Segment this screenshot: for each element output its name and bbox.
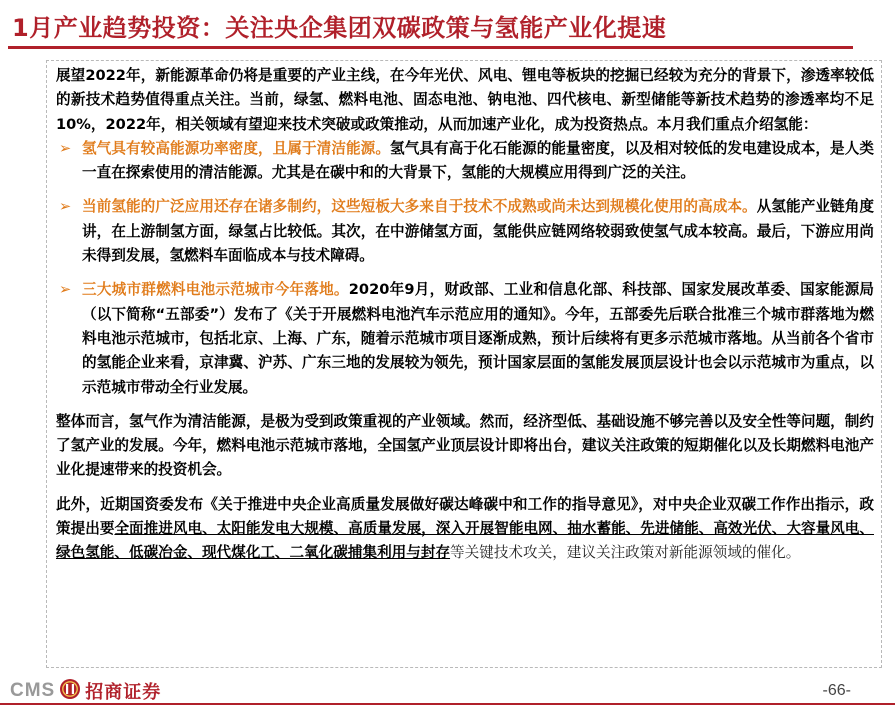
intro-paragraph: 展望2022年，新能源革命仍将是重要的产业主线，在今年光伏、风电、锂电等板块的挖掘已经较为充分的背景下，渗透率较低的新技术趋势值得重点关注。当前，绿氢、燃料电池、固态电池、钠电池、四代核电、新型储能等新技术趋势的渗透率均不足10%，2022年，相关领域有望迎来技术突破或政策推动，从而加速产业化，成为投资热点。本月我们重点介绍氢能：: [56, 67, 874, 133]
bullet-text: 氢气具有高于化石能源的能量密度，以及相对较低的发电建设成本，是人类一直在探索使用的清洁能源。尤其是在碳中和的大背景下，氢能的大规模应用得到广泛的关注。: [82, 139, 874, 182]
title-divider: [8, 46, 853, 49]
logo-cn-text: 招商证券: [85, 682, 162, 703]
bullet-highlight: 三大城市群燃料电池示范城市今年落地。: [82, 281, 349, 299]
spacer: [56, 268, 874, 278]
arrow-bullet-icon: ➢: [59, 198, 72, 216]
bullet-item: [56, 137, 874, 186]
spacer: [56, 483, 874, 493]
content-body: [56, 64, 874, 566]
logo-emblem-icon: [59, 678, 81, 704]
bullet-item: [56, 195, 874, 268]
summary-paragraph: 整体而言，氢气作为清洁能源，是极为受到政策重视的产业领域。然而，经济型低、基础设施不够完善以及安全性等问题，制约了氢产业的发展。今年，燃料电池示范城市落地，全国氢产业顶层设计即将出台，建议关注政策的短期催化以及长期燃料电池产业化提速带来的投资机会。: [56, 412, 874, 479]
bullet-text: 2020年9月，财政部、工业和信息化部、科技部、国家发展改革委、国家能源局（以下简称“五部委”）发布了《关于开展燃料电池汽车示范应用的通知》。今年，五部委先后联合批准三个城市群落地为燃料电池示范城市，包括北京、上海、广东，随着示范城市项目逐渐成熟，预计后续将有更多示范城市落地。从当前各个省市的氢能企业来看，京津冀、沪苏、广东三地的发展较为领先，预计国家层面的氢能发展顶层设计也会以示范城市为重点，以示范城市带动全行业发展。: [82, 281, 874, 396]
bullet-highlight: 当前氢能的广泛应用还存在诸多制约，这些短板大多来自于技术不成熟或尚未达到规模化使用的高成本。: [82, 198, 757, 216]
arrow-bullet-icon: ➢: [59, 139, 72, 157]
page-title: 1月产业趋势投资：关注央企集团双碳政策与氢能产业化提速: [12, 14, 667, 42]
spacer: [56, 185, 874, 195]
footer-divider: [0, 703, 895, 705]
policy-lead: 此外，近期国资委发布《关于推进中央企业高质量发展做好碳达峰碳中和工作的指导意见》，对中央企业双碳工作作出指示，政策提出要: [56, 495, 874, 538]
bullet-highlight: 氢气具有较高能源功率密度，且属于清洁能源。: [82, 139, 391, 157]
page-number: -66-: [822, 682, 851, 699]
logo-cms-text: CMS: [10, 680, 56, 701]
policy-paragraph: [56, 493, 874, 566]
company-logo: [10, 679, 161, 703]
policy-underlined: 全面推进风电、太阳能发电大规模、高质量发展，深入开展智能电网、抽水蓄能、先进储能、高效光伏、大容量风电、绿色氢能、低碳冶金、现代煤化工、二氧化碳捕集利用与封存: [56, 520, 874, 562]
spacer: [56, 400, 874, 410]
arrow-bullet-icon: ➢: [59, 281, 72, 299]
policy-tail: 等关键技术攻关，建议关注政策对新能源领域的催化。: [450, 544, 801, 562]
bullet-item: [56, 278, 874, 399]
bullet-text: 从氢能产业链角度讲，在上游制氢方面，绿氢占比较低。其次，在中游储氢方面，氢能供应链网络较弱致使氢气成本较高。最后，下游应用尚未得到发展，氢燃料车面临成本与技术障碍。: [82, 198, 874, 265]
